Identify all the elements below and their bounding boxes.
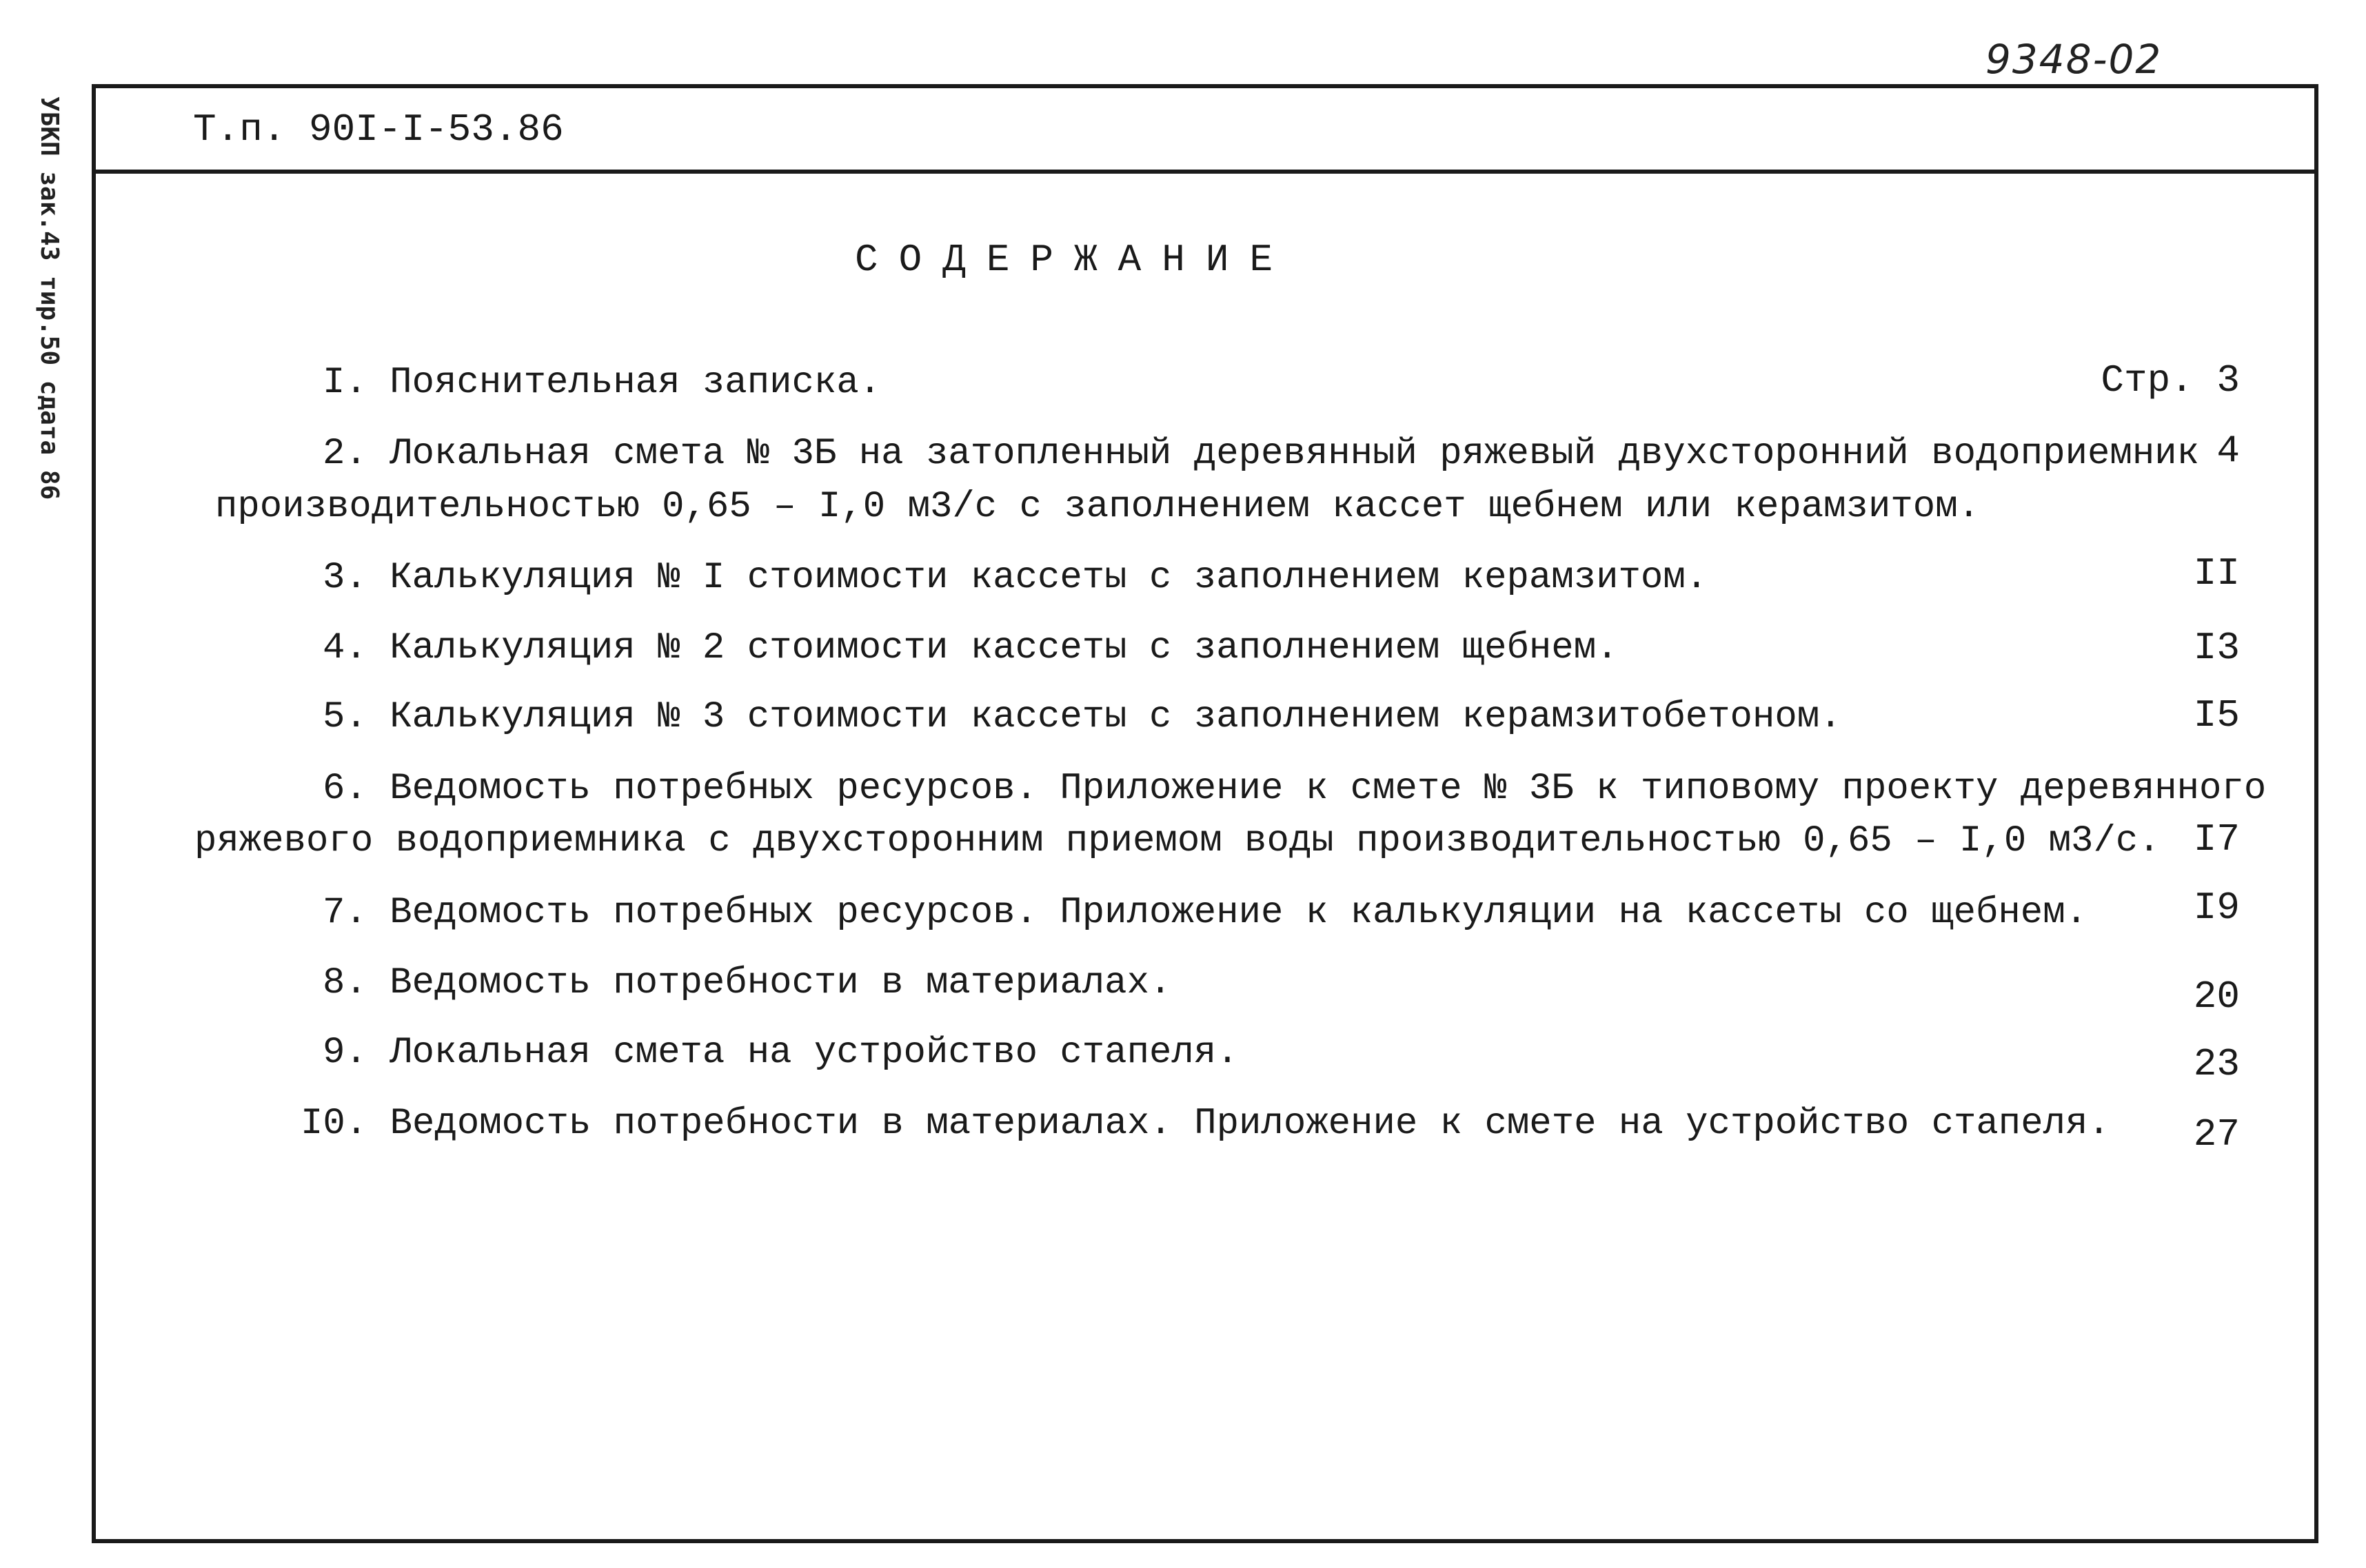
toc-item-5: 5. Калькуляция № 3 стоимости кассеты с заполнением керамзитобетоном. [323, 696, 1842, 738]
toc-page-8: 20 [2193, 975, 2240, 1019]
document-number: 9348-02 [1985, 36, 2163, 83]
side-stamp-text: УБКП зак.43 тир.50 сдата 86 [35, 96, 63, 500]
toc-item-6-cont: ряжевого водоприемника с двухсторонним приемом воды производительностью 0,65 – I,0 м3/с. [194, 820, 2161, 862]
toc-item-3: 3. Калькуляция № I стоимости кассеты с заполнением керамзитом. [323, 557, 1708, 599]
toc-page-2: 4 [2216, 429, 2240, 473]
document-code: Т.п. 90I-I-53.86 [193, 108, 564, 152]
toc-item-7: 7. Ведомость потребных ресурсов. Приложение к калькуляции на кассеты со щебнем. [323, 892, 2088, 934]
page-frame [92, 84, 2318, 1543]
toc-item-2: 2. Локальная смета № 3Б на затопленный деревянный ряжевый двухсторонний водоприемник [323, 433, 2200, 475]
toc-page-4: I3 [2193, 626, 2240, 670]
toc-page-9: 23 [2193, 1042, 2240, 1086]
toc-page-6: I7 [2193, 817, 2240, 862]
toc-item-10: I0. Ведомость потребности в материалах. Приложение к смете на устройство стапеля. [301, 1103, 2110, 1145]
toc-page-header: Стр. 3 [2101, 358, 2240, 403]
side-stamp [28, 96, 69, 500]
toc-page-7: I9 [2193, 886, 2240, 930]
toc-item-4: 4. Калькуляция № 2 стоимости кассеты с заполнением щебнем. [323, 627, 1619, 669]
header-divider [92, 170, 2318, 174]
toc-item-9: 9. Локальная смета на устройство стапеля. [323, 1032, 1239, 1074]
toc-page-5: I5 [2193, 693, 2240, 737]
toc-page-3: II [2193, 551, 2240, 595]
toc-item-1: I. Пояснительная записка. [323, 362, 882, 404]
toc-item-8: 8. Ведомость потребности в материалах. [323, 962, 1172, 1004]
toc-item-2-cont: производительностью 0,65 – I,0 м3/с с заполнением кассет щебнем или керамзитом. [215, 486, 1981, 528]
toc-item-6: 6. Ведомость потребных ресурсов. Приложение к смете № 3Б к типовому проекту деревянного [323, 768, 2267, 810]
toc-page-10: 27 [2193, 1112, 2240, 1157]
toc-title: СОДЕРЖАНИЕ [855, 238, 1294, 282]
